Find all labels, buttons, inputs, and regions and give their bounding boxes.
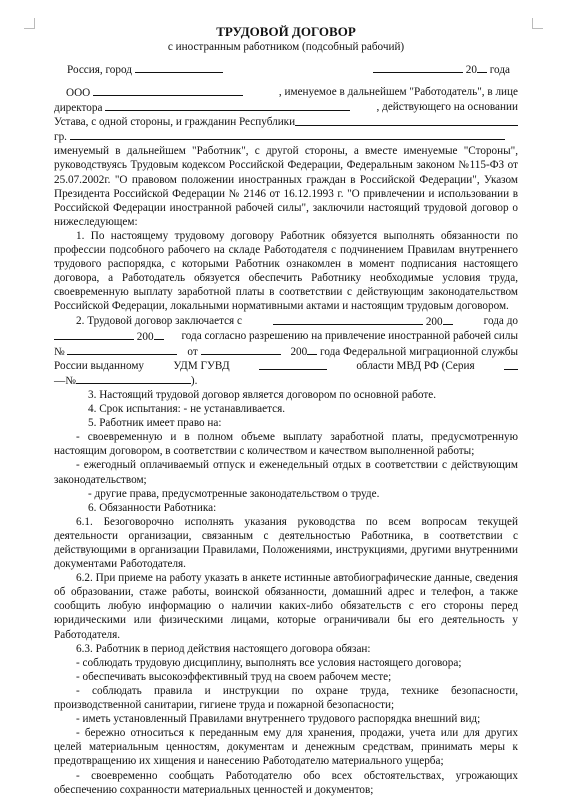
document-page	[54, 22, 518, 797]
duty-item: - соблюдать правила и инструкции по охране труда, технике безопасности, производственной санитарии, гигиене труда и пожарной безопасности;	[54, 684, 518, 712]
party-line-1	[54, 85, 518, 100]
start-date-blank	[273, 314, 423, 325]
country-blank	[295, 115, 518, 126]
year-blank	[477, 62, 487, 73]
document-title: ТРУДОВОЙ ДОГОВОР	[216, 24, 356, 39]
date-blank	[373, 62, 463, 73]
clause-5: 5. Работник имеет право на:	[88, 417, 222, 430]
employer-named-text: , именуемое в дальнейшем "Работодатель", в лице	[278, 86, 518, 98]
citizen-name-blank	[70, 129, 505, 140]
migration-service-text: года Федеральной миграционной службы	[320, 345, 518, 358]
clause-2-line-2	[54, 329, 518, 344]
clause-2-start: 2. Трудовой договор заключается с	[76, 314, 242, 327]
party-preamble: именуемый в дальнейшем "Работник", с другой стороны, а вместе именуемые "Стороны", руководствуясь Трудовым кодексом Российской Федерации, Федеральным законом №115-ФЗ от 25.07.2002г. "О правовом положении иностранных граждан в Российской Федерации", Указом Президента Российской Федерации № 2146 от 16.12.1993 г. "О привлечении и использовании в Российской Федерации иностранной рабочей силы", заключили настоящий трудовой договор о нижеследующем:	[54, 145, 518, 228]
duty-item: - обеспечивать высокоэффективный труд на своем рабочем месте;	[76, 670, 392, 683]
acting-text: , действующего на основании	[376, 101, 518, 114]
company-name-blank	[93, 85, 243, 96]
duty-item: - своевременно сообщать Работодателю обо всех обстоятельствах, угрожающих обеспечению сохранности материальных ценностей и документов;	[54, 769, 518, 796]
series-blank	[504, 359, 518, 370]
party-line-4	[54, 129, 518, 144]
permit-from-label: от	[187, 345, 198, 358]
start-year-prefix: 200	[425, 315, 443, 328]
clause-2-until: года до	[483, 314, 518, 327]
clause-3: 3. Настоящий трудовой договор является договором по основной работе.	[88, 388, 437, 401]
page-corner-mark	[532, 18, 543, 29]
end-year-prefix: 200	[136, 330, 154, 343]
charter-text: Устава, с одной стороны, и гражданин Республики	[54, 116, 296, 129]
clause-2-end: ).	[190, 374, 198, 387]
issued-text: России выданному	[54, 359, 145, 372]
clause-6-2: 6.2. При приеме на работу указать в анкете истинные автобиографические данные, сведения об образовании, стаже работы, воинской обязанности, домашний адрес и телефон, а также сообщить любую информацию о наличии каких-либо обязательств с его стороны перед юридическими или физическими лицами, которые ограничивали бы его деятельность у Работодателя.	[54, 572, 518, 641]
city-blank	[135, 62, 223, 73]
document-subtitle: с иностранным работником (подсобный рабочий)	[167, 41, 405, 53]
clause-6: 6. Обязанности Работника:	[88, 501, 217, 514]
year-prefix: 20	[465, 64, 477, 76]
page-corner-mark	[24, 18, 35, 29]
clause-1: 1. По настоящему трудовому договору Работник обязуется выполнять обязанности по профессии подсобного рабочего на складе Работодателя с подчинением Правилам внутреннего трудового распорядка, с которыми Работник ознакомлен в момент подписания настоящего договора, а Работодатель обязуется обеспечить Работнику необходимые условия труда, своевременную выплату заработной платы в соответствии с действующим законодательством Российской Федерации, локальными нормативными актами и настоящим трудовым договором.	[54, 229, 518, 313]
duty-item: - бережно относиться к переданным ему для хранения, продажи, учета или для других целей материальным ценностям, документам и денежным средствам, принимать меры к предотвращению их хищения и нанесению Работодателю материального ущерба;	[54, 727, 518, 768]
start-year-blank	[443, 314, 453, 325]
party-line-2	[54, 100, 518, 115]
clause-2-line-1	[54, 314, 518, 329]
permit-number-label: №	[54, 345, 65, 358]
clause-2-line-3	[54, 344, 518, 359]
region-blank	[259, 359, 327, 370]
series-text: области МВД РФ (Серия	[356, 359, 475, 372]
clause-6-3: 6.3. Работник в период действия настоящего договора обязан:	[76, 642, 371, 655]
udm-guvd-text: УДМ ГУВД	[173, 359, 230, 372]
clause-4: 4. Срок испытания: - не устанавливается.	[88, 403, 286, 416]
year-suffix: года	[489, 64, 510, 76]
director-name-blank	[105, 100, 350, 111]
clause-2-line-4	[54, 359, 518, 373]
citizen-label: гр.	[54, 131, 67, 144]
duty-item: - соблюдать трудовую дисциплину, выполнять все условия настоящего договора;	[76, 656, 462, 669]
place-label: Россия, город	[67, 64, 132, 76]
end-date-blank	[54, 329, 134, 340]
clause-6-1: 6.1. Безоговорочно исполнять указания руководства по всем вопросам текущей деятельности организации, связанным с деятельностью Работника, в соответствии с действующими в организации Правилами, Положениями, инструкциями, другими внутренними документами Работодателя.	[54, 515, 518, 571]
director-label: директора	[54, 102, 103, 115]
ooo-label: ООО	[66, 87, 91, 99]
right-item: - своевременную и в полном объеме выплату заработной платы, предусмотренную настоящим договором, в соответствии с количеством и качеством выполненной работы;	[54, 431, 518, 458]
permit-date-blank	[201, 344, 281, 355]
permit-number-blank	[67, 344, 177, 355]
series-number-label: —№	[54, 374, 76, 387]
series-number-blank	[76, 373, 191, 384]
place-date-line	[54, 62, 518, 76]
permit-year-prefix: 200	[290, 345, 308, 358]
permit-text: года согласно разрешению на привлечение иностранной рабочей силы	[181, 329, 518, 342]
duty-item: - иметь установленный Правилами внутреннего трудового распорядка внешний вид;	[76, 713, 481, 726]
clause-2-line-5	[54, 373, 518, 388]
right-item: - ежегодный оплачиваемый отпуск и еженедельный отдых в соответствии с действующим законодательством;	[54, 459, 518, 486]
party-line-3	[54, 115, 518, 129]
end-year-blank	[154, 329, 164, 340]
right-item: - другие права, предусмотренные законодательством о труде.	[88, 487, 380, 500]
permit-year-blank	[307, 344, 317, 355]
